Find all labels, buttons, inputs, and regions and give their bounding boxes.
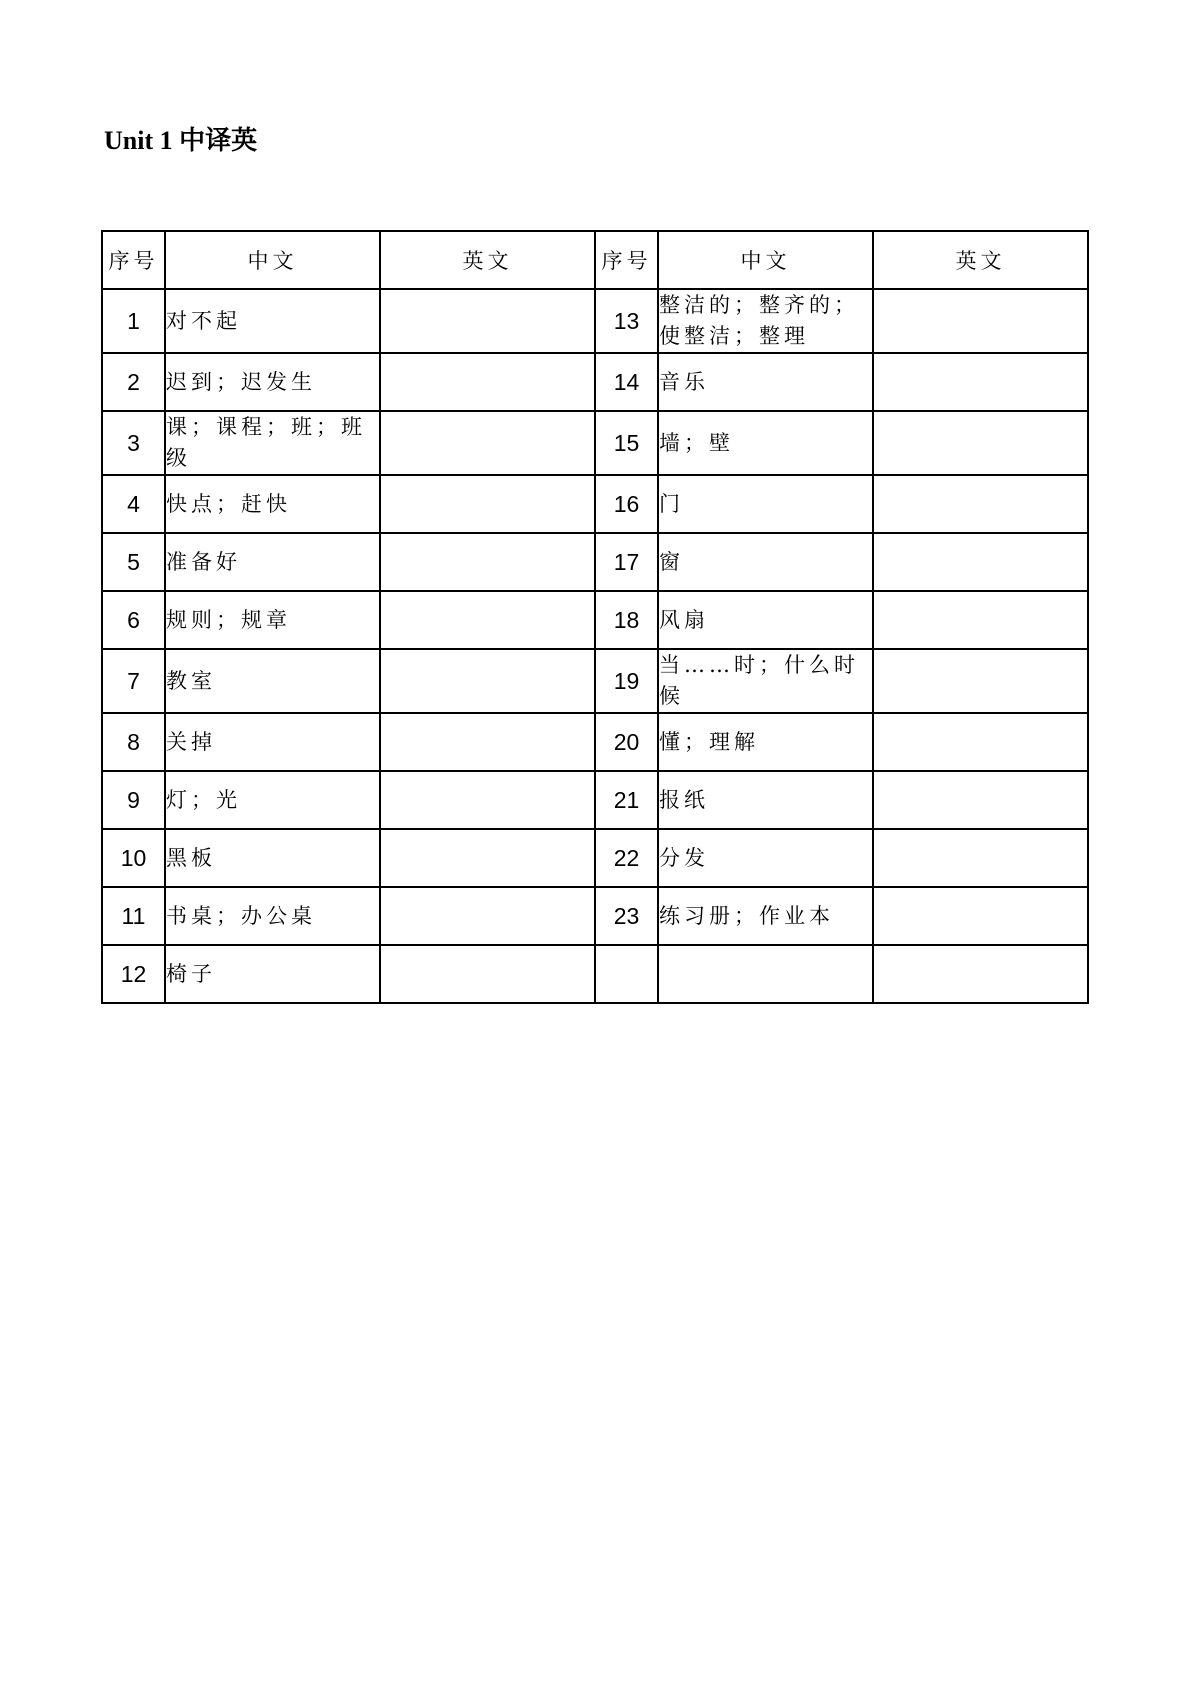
header-row xyxy=(102,231,1088,289)
chinese-term: 练习册；作业本 xyxy=(658,887,873,945)
english-answer-cell[interactable] xyxy=(873,829,1088,887)
chinese-term: 整洁的；整齐的；使整洁；整理 xyxy=(658,289,873,353)
table-row xyxy=(102,887,1088,945)
item-number xyxy=(595,945,658,1003)
item-number: 21 xyxy=(595,771,658,829)
table-row xyxy=(102,411,1088,475)
english-answer-cell[interactable] xyxy=(380,475,595,533)
english-answer-cell[interactable] xyxy=(873,649,1088,713)
chinese-term: 音乐 xyxy=(658,353,873,411)
table-row xyxy=(102,533,1088,591)
table-row xyxy=(102,771,1088,829)
english-answer-cell[interactable] xyxy=(380,713,595,771)
english-answer-cell[interactable] xyxy=(873,353,1088,411)
item-number: 15 xyxy=(595,411,658,475)
chinese-term: 懂；理解 xyxy=(658,713,873,771)
chinese-term: 灯；光 xyxy=(165,771,380,829)
vocabulary-table xyxy=(101,230,1089,1004)
english-answer-cell[interactable] xyxy=(380,533,595,591)
item-number: 3 xyxy=(102,411,165,475)
item-number: 6 xyxy=(102,591,165,649)
table-row xyxy=(102,829,1088,887)
item-number: 20 xyxy=(595,713,658,771)
header-chinese: 中文 xyxy=(658,231,873,289)
chinese-term: 课；课程；班；班级 xyxy=(165,411,380,475)
chinese-term: 教室 xyxy=(165,649,380,713)
chinese-term: 对不起 xyxy=(165,289,380,353)
chinese-term: 墙；壁 xyxy=(658,411,873,475)
header-number: 序号 xyxy=(102,231,165,289)
english-answer-cell[interactable] xyxy=(873,887,1088,945)
english-answer-cell[interactable] xyxy=(380,289,595,353)
item-number: 17 xyxy=(595,533,658,591)
item-number: 11 xyxy=(102,887,165,945)
english-answer-cell[interactable] xyxy=(380,649,595,713)
item-number: 23 xyxy=(595,887,658,945)
english-answer-cell[interactable] xyxy=(380,353,595,411)
chinese-term: 窗 xyxy=(658,533,873,591)
page-title: Unit 1 中译英 xyxy=(104,126,258,155)
english-answer-cell[interactable] xyxy=(873,591,1088,649)
english-answer-cell[interactable] xyxy=(873,771,1088,829)
item-number: 18 xyxy=(595,591,658,649)
chinese-term: 黑板 xyxy=(165,829,380,887)
table-row xyxy=(102,713,1088,771)
chinese-term: 当……时；什么时候 xyxy=(658,649,873,713)
header-number: 序号 xyxy=(595,231,658,289)
english-answer-cell[interactable] xyxy=(873,533,1088,591)
item-number: 8 xyxy=(102,713,165,771)
chinese-term: 迟到；迟发生 xyxy=(165,353,380,411)
chinese-term: 书桌；办公桌 xyxy=(165,887,380,945)
chinese-term: 分发 xyxy=(658,829,873,887)
item-number: 5 xyxy=(102,533,165,591)
table-row xyxy=(102,591,1088,649)
header-english: 英文 xyxy=(380,231,595,289)
item-number: 14 xyxy=(595,353,658,411)
english-answer-cell[interactable] xyxy=(873,475,1088,533)
chinese-term: 快点；赶快 xyxy=(165,475,380,533)
item-number: 10 xyxy=(102,829,165,887)
table-row xyxy=(102,475,1088,533)
english-answer-cell[interactable] xyxy=(380,945,595,1003)
english-answer-cell[interactable] xyxy=(873,713,1088,771)
table-row xyxy=(102,945,1088,1003)
chinese-term: 风扇 xyxy=(658,591,873,649)
header-chinese: 中文 xyxy=(165,231,380,289)
item-number: 12 xyxy=(102,945,165,1003)
chinese-term: 准备好 xyxy=(165,533,380,591)
item-number: 1 xyxy=(102,289,165,353)
chinese-term: 椅子 xyxy=(165,945,380,1003)
item-number: 13 xyxy=(595,289,658,353)
item-number: 19 xyxy=(595,649,658,713)
english-answer-cell[interactable] xyxy=(873,289,1088,353)
item-number: 4 xyxy=(102,475,165,533)
item-number: 9 xyxy=(102,771,165,829)
table-row xyxy=(102,649,1088,713)
chinese-term: 门 xyxy=(658,475,873,533)
english-answer-cell[interactable] xyxy=(380,411,595,475)
chinese-term xyxy=(658,945,873,1003)
chinese-term: 报纸 xyxy=(658,771,873,829)
item-number: 2 xyxy=(102,353,165,411)
chinese-term: 关掉 xyxy=(165,713,380,771)
english-answer-cell[interactable] xyxy=(873,411,1088,475)
header-english: 英文 xyxy=(873,231,1088,289)
english-answer-cell[interactable] xyxy=(873,945,1088,1003)
item-number: 7 xyxy=(102,649,165,713)
english-answer-cell[interactable] xyxy=(380,887,595,945)
english-answer-cell[interactable] xyxy=(380,591,595,649)
chinese-term: 规则；规章 xyxy=(165,591,380,649)
english-answer-cell[interactable] xyxy=(380,829,595,887)
table-row xyxy=(102,353,1088,411)
table-row xyxy=(102,289,1088,353)
english-answer-cell[interactable] xyxy=(380,771,595,829)
item-number: 16 xyxy=(595,475,658,533)
item-number: 22 xyxy=(595,829,658,887)
